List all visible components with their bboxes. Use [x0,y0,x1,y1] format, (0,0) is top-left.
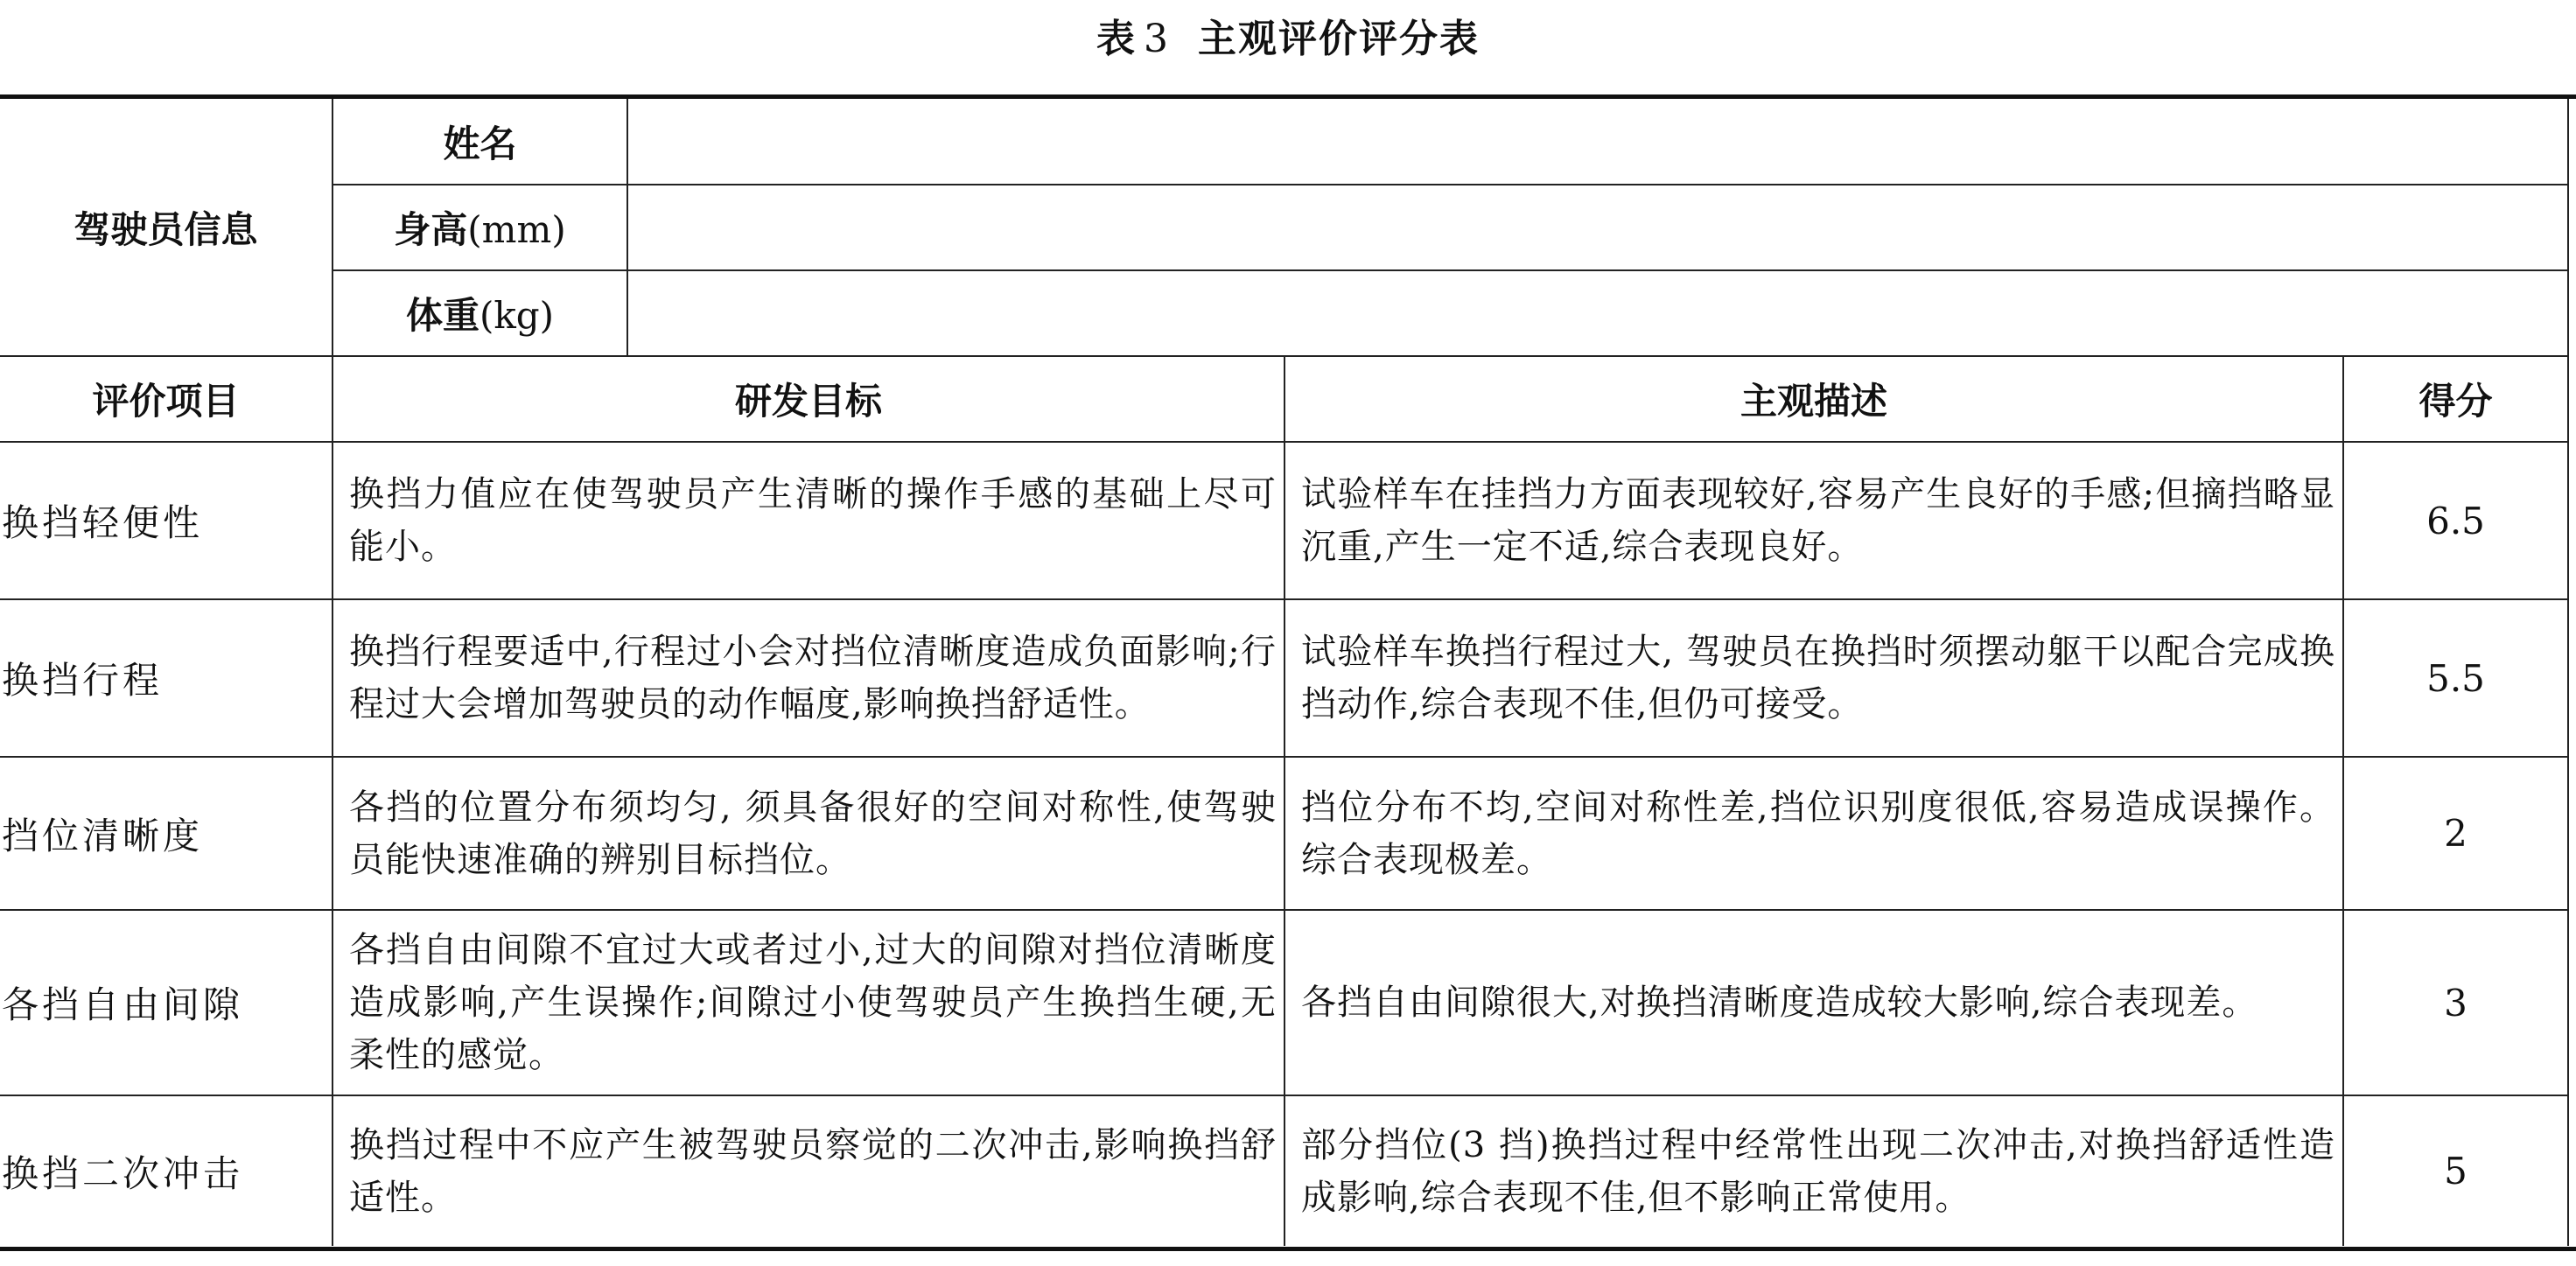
driver-name-value [627,99,2568,185]
row-description: 试验样车在挂挡力方面表现较好,容易产生良好的手感;但摘挡略显沉重,产生一定不适,综合表现良好。 [1284,442,2343,599]
row-target: 换挡行程要适中,行程过小会对挡位清晰度造成负面影响;行程过大会增加驾驶员的动作幅度,影响换挡舒适性。 [332,599,1284,757]
driver-info-row-height [0,185,2568,270]
column-header-item: 评价项目 [0,356,332,442]
row-item: 挡位清晰度 [0,757,332,910]
row-description: 挡位分布不均,空间对称性差,挡位识别度很低,容易造成误操作。综合表现极差。 [1284,757,2343,910]
driver-info-row-name [0,99,2568,185]
column-header-description: 主观描述 [1284,356,2343,442]
row-score: 3 [2343,910,2568,1095]
table-row [0,1095,2568,1246]
table-title-number: 3 [1144,17,1170,61]
table-row [0,910,2568,1095]
table-bottom-rule [0,1247,2576,1251]
table-row [0,757,2568,910]
driver-weight-label: 体重(kg) [332,270,627,356]
row-item: 各挡自由间隙 [0,910,332,1095]
table-row [0,442,2568,599]
row-score: 2 [2343,757,2568,910]
row-item: 换挡轻便性 [0,442,332,599]
subjective-evaluation-table [0,99,2569,1246]
row-target: 各挡自由间隙不宜过大或者过小,过大的间隙对挡位清晰度造成影响,产生误操作;间隙过小使驾驶员产生换挡生硬,无柔性的感觉。 [332,910,1284,1095]
table-title-text: 主观评价评分表 [1198,17,1480,61]
row-score: 5.5 [2343,599,2568,757]
row-description: 各挡自由间隙很大,对换挡清晰度造成较大影响,综合表现差。 [1284,910,2343,1095]
driver-height-label: 身高(mm) [332,185,627,270]
column-header-row [0,356,2568,442]
row-score: 6.5 [2343,442,2568,599]
driver-weight-value [627,270,2568,356]
row-description: 试验样车换挡行程过大, 驾驶员在换挡时须摆动躯干以配合完成换挡动作,综合表现不佳,但仍可接受。 [1284,599,2343,757]
row-score: 5 [2343,1095,2568,1246]
table-title-prefix: 表 [1096,17,1137,61]
row-description: 部分挡位(3 挡)换挡过程中经常性出现二次冲击,对换挡舒适性造成影响,综合表现不佳,但不影响正常使用。 [1284,1095,2343,1246]
driver-height-value [627,185,2568,270]
row-target: 换挡过程中不应产生被驾驶员察觉的二次冲击,影响换挡舒适性。 [332,1095,1284,1246]
row-target: 换挡力值应在使驾驶员产生清晰的操作手感的基础上尽可能小。 [332,442,1284,599]
column-header-target: 研发目标 [332,356,1284,442]
row-item: 换挡二次冲击 [0,1095,332,1246]
table-row [0,599,2568,757]
driver-info-row-weight [0,270,2568,356]
row-item: 换挡行程 [0,599,332,757]
driver-info-label: 驾驶员信息 [0,99,332,356]
driver-name-label: 姓名 [332,99,627,185]
column-header-score: 得分 [2343,356,2568,442]
row-target: 各挡的位置分布须均匀, 须具备很好的空间对称性,使驾驶员能快速准确的辨别目标挡位。 [332,757,1284,910]
table-title [0,7,2576,63]
